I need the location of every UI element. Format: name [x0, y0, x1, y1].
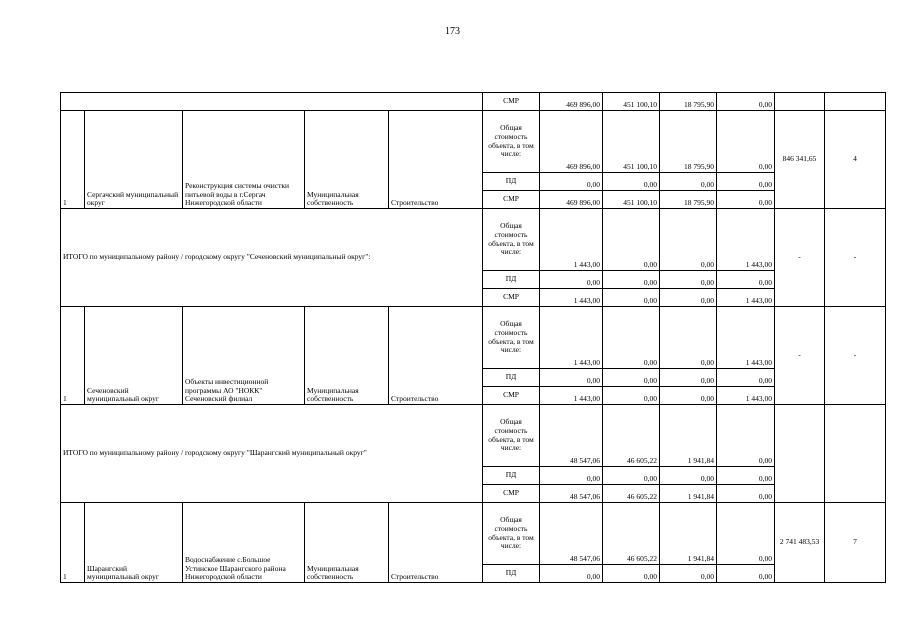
- value-cell: 1 941,84: [660, 405, 717, 467]
- value-cell: 0,00: [603, 271, 660, 289]
- value-cell: 0,00: [660, 173, 717, 191]
- value-cell: 469 896,00: [540, 191, 603, 209]
- power-cell: -: [775, 307, 825, 405]
- value-cell: 0,00: [660, 271, 717, 289]
- term-cell: 4: [825, 111, 886, 209]
- budget-table: [60, 92, 886, 583]
- power-cell: -: [775, 209, 825, 307]
- total-label: ИТОГО по муниципальному району / городскому округу "Сеченовский муниципальный округ":: [61, 209, 483, 307]
- value-cell: 469 896,00: [540, 93, 603, 111]
- cost-type-cell: СМР: [483, 93, 540, 111]
- table-row: [61, 307, 886, 369]
- value-cell: 1 443,00: [540, 209, 603, 271]
- value-cell: 451 100,10: [603, 93, 660, 111]
- value-cell: 0,00: [717, 405, 775, 467]
- total-label: ИТОГО по муниципальному району / городскому округу "Шарангский муниципальный округ": [61, 405, 483, 503]
- page-number: 173: [445, 26, 460, 37]
- value-cell: 0,00: [540, 369, 603, 387]
- ownership-cell: Муниципальная собственность: [305, 111, 389, 209]
- cost-type-cell: ПД: [483, 271, 540, 289]
- value-cell: 1 941,84: [660, 485, 717, 503]
- empty-cell: [61, 93, 483, 111]
- value-cell: 469 896,00: [540, 111, 603, 173]
- cost-type-cell: ПД: [483, 369, 540, 387]
- value-cell: 1 443,00: [540, 289, 603, 307]
- value-cell: 1 443,00: [717, 209, 775, 271]
- power-cell: 846 341,65: [775, 111, 825, 209]
- value-cell: 0,00: [660, 387, 717, 405]
- cost-type-cell: СМР: [483, 485, 540, 503]
- term-cell: -: [825, 209, 886, 307]
- value-cell: 0,00: [603, 173, 660, 191]
- table-row: [61, 503, 886, 565]
- value-cell: 1 443,00: [540, 307, 603, 369]
- value-cell: 0,00: [717, 191, 775, 209]
- value-cell: 1 443,00: [717, 307, 775, 369]
- table-row: [61, 93, 886, 111]
- row-number: 1: [61, 503, 85, 583]
- value-cell: 0,00: [603, 467, 660, 485]
- work-type-cell: Строительство: [389, 307, 483, 405]
- value-cell: 18 795,90: [660, 93, 717, 111]
- cost-type-cell: Общая стоимость объекта, в том числе:: [483, 503, 540, 565]
- value-cell: 0,00: [603, 369, 660, 387]
- district-cell: Сергачский муниципальный округ: [85, 111, 183, 209]
- work-type-cell: Строительство: [389, 111, 483, 209]
- cost-type-cell: Общая стоимость объекта, в том числе:: [483, 209, 540, 271]
- value-cell: 0,00: [717, 271, 775, 289]
- cost-type-cell: Общая стоимость объекта, в том числе:: [483, 405, 540, 467]
- value-cell: 48 547,06: [540, 485, 603, 503]
- cost-type-cell: ПД: [483, 565, 540, 583]
- value-cell: 0,00: [660, 369, 717, 387]
- value-cell: 0,00: [717, 173, 775, 191]
- value-cell: 0,00: [717, 467, 775, 485]
- value-cell: 0,00: [717, 485, 775, 503]
- value-cell: 1 443,00: [540, 387, 603, 405]
- cost-type-cell: Общая стоимость объекта, в том числе:: [483, 307, 540, 369]
- table-row: [61, 405, 886, 467]
- value-cell: 0,00: [660, 289, 717, 307]
- value-cell: 18 795,90: [660, 191, 717, 209]
- value-cell: 46 605,22: [603, 503, 660, 565]
- ownership-cell: Муниципальная собственность: [305, 503, 389, 583]
- value-cell: 0,00: [717, 93, 775, 111]
- value-cell: 0,00: [603, 289, 660, 307]
- value-cell: 18 795,90: [660, 111, 717, 173]
- power-cell: 2 741 483,53: [775, 503, 825, 583]
- value-cell: 0,00: [540, 271, 603, 289]
- object-cell: Объекты инвестиционной программы АО "НОКК" Сеченовский филиал: [183, 307, 305, 405]
- value-cell: 0,00: [603, 387, 660, 405]
- empty-cell: [775, 93, 825, 111]
- value-cell: 451 100,10: [603, 111, 660, 173]
- value-cell: 0,00: [660, 467, 717, 485]
- table-row: [61, 111, 886, 173]
- value-cell: 0,00: [717, 111, 775, 173]
- cost-type-cell: СМР: [483, 191, 540, 209]
- value-cell: 1 443,00: [717, 387, 775, 405]
- value-cell: 46 605,22: [603, 485, 660, 503]
- value-cell: 0,00: [603, 209, 660, 271]
- term-cell: 7: [825, 503, 886, 583]
- value-cell: 0,00: [717, 369, 775, 387]
- cost-type-cell: СМР: [483, 387, 540, 405]
- value-cell: 1 941,84: [660, 503, 717, 565]
- row-number: 1: [61, 307, 85, 405]
- cost-type-cell: ПД: [483, 173, 540, 191]
- value-cell: 1 443,00: [717, 289, 775, 307]
- value-cell: 48 547,06: [540, 405, 603, 467]
- cost-type-cell: Общая стоимость объекта, в том числе:: [483, 111, 540, 173]
- work-type-cell: Строительство: [389, 503, 483, 583]
- object-cell: Реконструкция системы очистки питьевой воды в г.Сергач Нижегородской области: [183, 111, 305, 209]
- district-cell: Сеченовский муниципальный округ: [85, 307, 183, 405]
- value-cell: 0,00: [603, 307, 660, 369]
- value-cell: 0,00: [660, 565, 717, 583]
- object-cell: Водоснабжение с.Большое Устинское Шарангского района Нижегородской области: [183, 503, 305, 583]
- value-cell: 0,00: [540, 565, 603, 583]
- value-cell: 0,00: [540, 467, 603, 485]
- value-cell: 451 100,10: [603, 191, 660, 209]
- value-cell: 0,00: [660, 307, 717, 369]
- value-cell: 0,00: [717, 503, 775, 565]
- value-cell: 0,00: [540, 173, 603, 191]
- value-cell: 48 547,06: [540, 503, 603, 565]
- ownership-cell: Муниципальная собственность: [305, 307, 389, 405]
- cost-type-cell: ПД: [483, 467, 540, 485]
- value-cell: 0,00: [717, 565, 775, 583]
- table-row: [61, 209, 886, 271]
- power-cell: [775, 405, 825, 503]
- value-cell: 0,00: [660, 209, 717, 271]
- district-cell: Шарангский муниципальный округ: [85, 503, 183, 583]
- value-cell: 46 605,22: [603, 405, 660, 467]
- value-cell: 0,00: [603, 565, 660, 583]
- term-cell: -: [825, 307, 886, 405]
- row-number: 1: [61, 111, 85, 209]
- empty-cell: [825, 93, 886, 111]
- cost-type-cell: СМР: [483, 289, 540, 307]
- term-cell: [825, 405, 886, 503]
